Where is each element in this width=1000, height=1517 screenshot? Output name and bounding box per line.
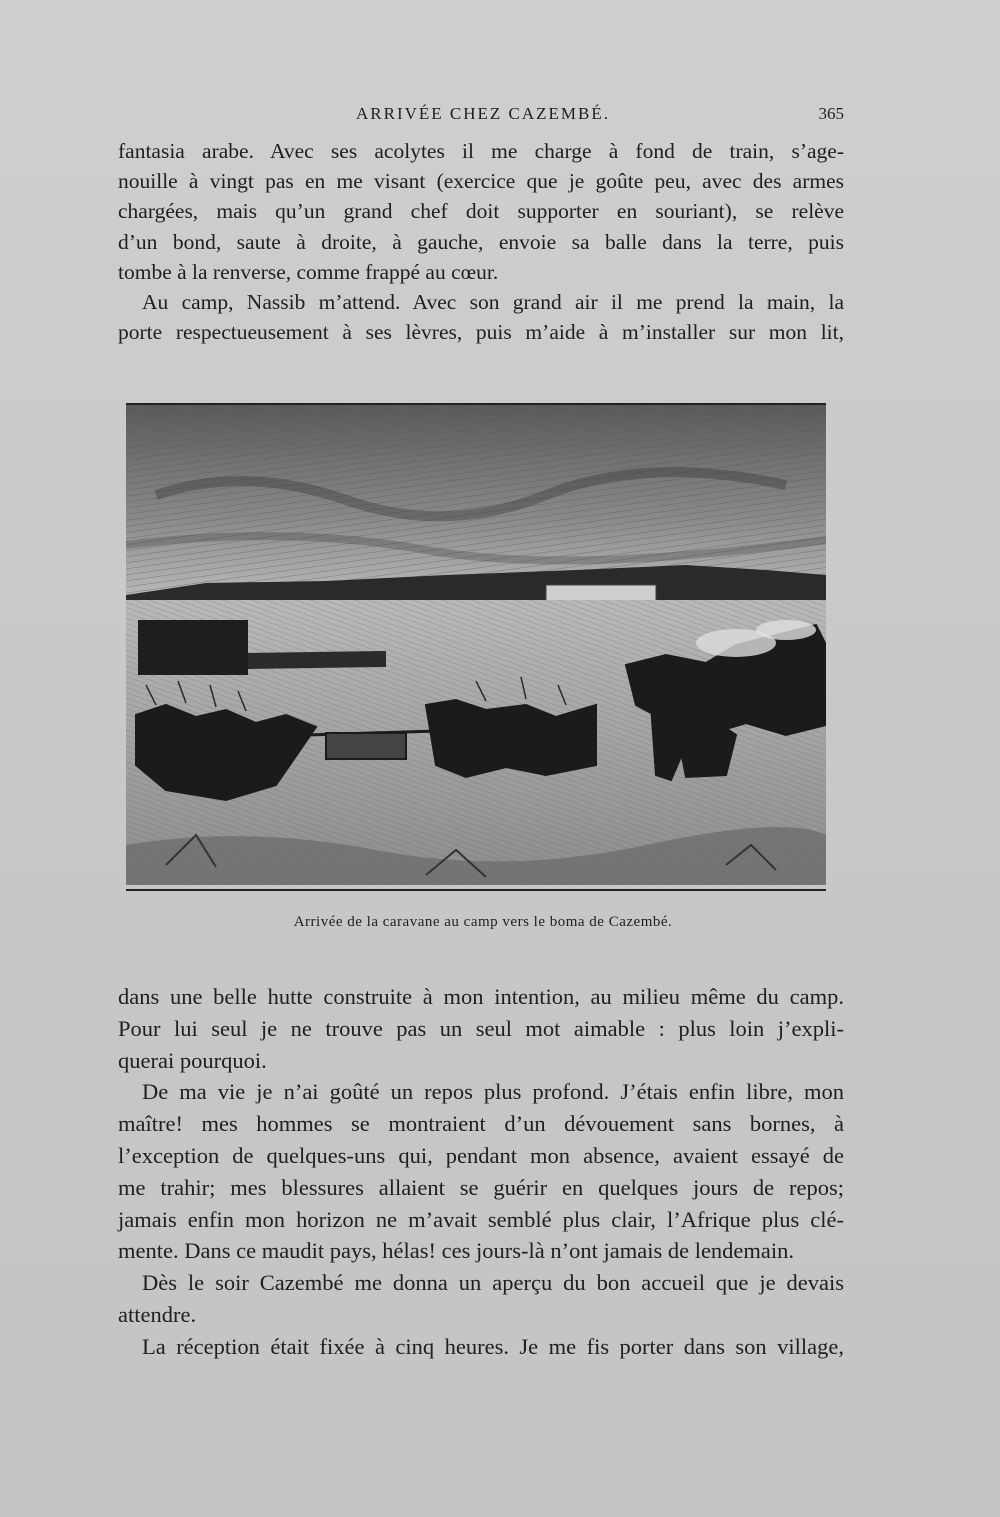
text-line: porte respectueusement à ses lèvres, puis m’aide à m’installer sur mon lit, [118, 320, 844, 345]
engraving-illustration [126, 403, 826, 891]
text-line: attendre. [118, 1301, 197, 1327]
text-line: dans une belle hutte construite à mon intention, au milieu même du camp. [118, 984, 844, 1009]
text-line: jamais enfin mon horizon ne m’avait semblé plus clair, l’Afrique plus clé- [118, 1206, 844, 1232]
text-line: fantasia arabe. Avec ses acolytes il me charge à fond de train, s’age- [118, 139, 844, 163]
text-line: tombe à la renverse, comme frappé au cœur. [118, 259, 499, 284]
engraving-picture [126, 405, 826, 885]
text-line: querai pourquoi. [118, 1047, 267, 1073]
text-line: mente. Dans ce maudit pays, hélas! ces jours-là n’ont jamais de lendemain. [118, 1238, 795, 1264]
text-line: maître! mes hommes se montraient d’un dévouement sans bornes, à [118, 1111, 844, 1137]
text-line: nouille à vingt pas en me visant (exercice que je goûte peu, avec des armes [118, 169, 844, 194]
running-title: ARRIVÉE CHEZ CAZEMBÉ. [355, 104, 611, 123]
running-head [118, 104, 848, 130]
text-line: Dès le soir Cazembé me donna un aperçu du bon accueil que je devais [142, 1270, 844, 1296]
figure-caption: Arrivée de la caravane au camp vers le boma de Cazembé. [293, 914, 673, 930]
text-line: De ma vie je n’ai goûté un repos plus profond. J’étais enfin libre, mon [142, 1079, 844, 1105]
page-number: 365 [818, 104, 844, 123]
text-line: La réception était fixée à cinq heures. Je me fis porter dans son village, [142, 1333, 844, 1359]
text-block-bottom [118, 981, 844, 1363]
text-line: chargées, mais qu’un grand chef doit supporter en souriant), se relève [118, 199, 844, 224]
text-line: me trahir; mes blessures allaient se guérir en quelques jours de repos; [118, 1174, 844, 1200]
text-line: Pour lui seul je ne trouve pas un seul mot aimable : plus loin j’expli- [118, 1015, 844, 1041]
text-block-top [118, 136, 844, 347]
text-line: l’exception de quelques-uns qui, pendant mon absence, avaient essayé de [118, 1142, 844, 1168]
text-line: Au camp, Nassib m’attend. Avec son grand air il me prend la main, la [142, 290, 844, 315]
text-line: d’un bond, saute à droite, à gauche, envoie sa balle dans la terre, puis [118, 229, 844, 254]
